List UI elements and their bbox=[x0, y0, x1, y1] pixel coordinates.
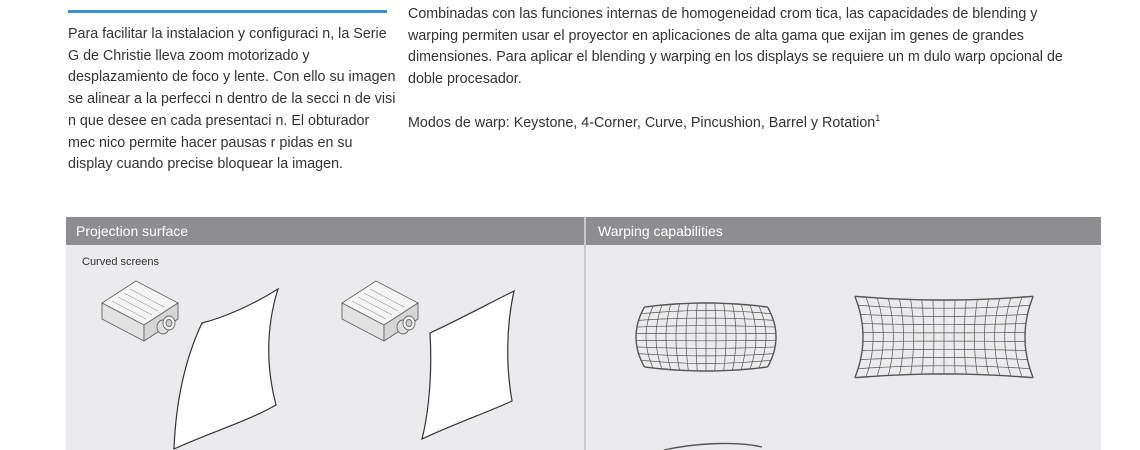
grid-line bbox=[974, 300, 977, 375]
grid-line bbox=[750, 305, 756, 369]
pincushion-grid-icon bbox=[636, 303, 776, 371]
grid-line bbox=[636, 307, 644, 367]
grid-line bbox=[768, 307, 776, 367]
grid-line bbox=[964, 300, 966, 374]
warping-capabilities-panel bbox=[586, 217, 1101, 450]
grid-line bbox=[855, 374, 1033, 378]
grid-line bbox=[877, 298, 883, 376]
grid-line bbox=[715, 303, 716, 371]
grid-line bbox=[899, 299, 903, 375]
grid-line bbox=[656, 305, 662, 369]
warp-modes-text: Modos de warp: Keystone, 4-Corner, Curve, Pincushion, Barrel y Rotation bbox=[408, 114, 876, 131]
grid-line bbox=[1015, 297, 1022, 377]
left-column-paragraph: Para facilitar la instalacion y configuraci n, la Serie G de Christie lleva zoom motorizado y desplazamiento de foco y lente. Con ello su imagen se alinear a la perfecci n dentro de la secci n de visi n que desee en cada presentaci n. El obturador mec nico permite hacer pausas r pidas en su display cuando precise bloquear la imagen. bbox=[68, 26, 396, 173]
projection-surface-panel bbox=[66, 217, 584, 450]
grid-line bbox=[985, 299, 989, 375]
curved-screen-icon bbox=[422, 291, 514, 439]
grid-line bbox=[666, 304, 671, 369]
grid-line bbox=[888, 299, 893, 376]
grid-line bbox=[954, 300, 955, 374]
grid-line bbox=[759, 306, 766, 368]
barrel-grid-icon bbox=[855, 296, 1033, 377]
grid-line bbox=[995, 299, 1000, 376]
projection-illustration bbox=[66, 217, 584, 450]
grid-line bbox=[724, 303, 726, 370]
grid-line bbox=[855, 296, 863, 377]
grid-line bbox=[686, 303, 688, 370]
grid-line bbox=[1025, 296, 1033, 377]
curved-screen-icon bbox=[174, 289, 278, 449]
right-column bbox=[408, 4, 1088, 135]
warping-capabilities-header: Warping capabilities bbox=[586, 217, 1101, 245]
projector-icon bbox=[102, 281, 178, 341]
grid-line bbox=[696, 303, 697, 371]
grid-line bbox=[646, 306, 653, 368]
grid-line bbox=[866, 297, 873, 377]
warping-illustration bbox=[586, 217, 1101, 450]
curved-screens-label: Curved screens bbox=[82, 256, 160, 268]
warp-modes-line bbox=[408, 113, 1088, 135]
grid-line bbox=[732, 304, 736, 371]
grid-line bbox=[911, 300, 914, 375]
projection-surface-header: Projection surface bbox=[66, 217, 584, 245]
section-rule bbox=[68, 10, 387, 13]
grid-line bbox=[676, 304, 680, 371]
grid-line bbox=[741, 304, 746, 369]
warp-shape-partial bbox=[664, 443, 762, 450]
grid-line bbox=[933, 300, 934, 374]
footnote-marker: 1 bbox=[875, 113, 881, 124]
grid-line bbox=[922, 300, 924, 374]
projector-icon bbox=[342, 281, 418, 341]
right-column-paragraph: Combinadas con las funciones internas de homogeneidad crom tica, las capacidades de blending y warping permiten usar el proyector en aplicaciones de alta gama que exijan im genes de grandes dimensiones. Para aplicar el blending y warping en los displays se requiere un m dulo warp opcional de doble procesador. bbox=[408, 6, 1063, 88]
grid-line bbox=[855, 296, 1033, 300]
grid-line bbox=[1005, 298, 1011, 376]
